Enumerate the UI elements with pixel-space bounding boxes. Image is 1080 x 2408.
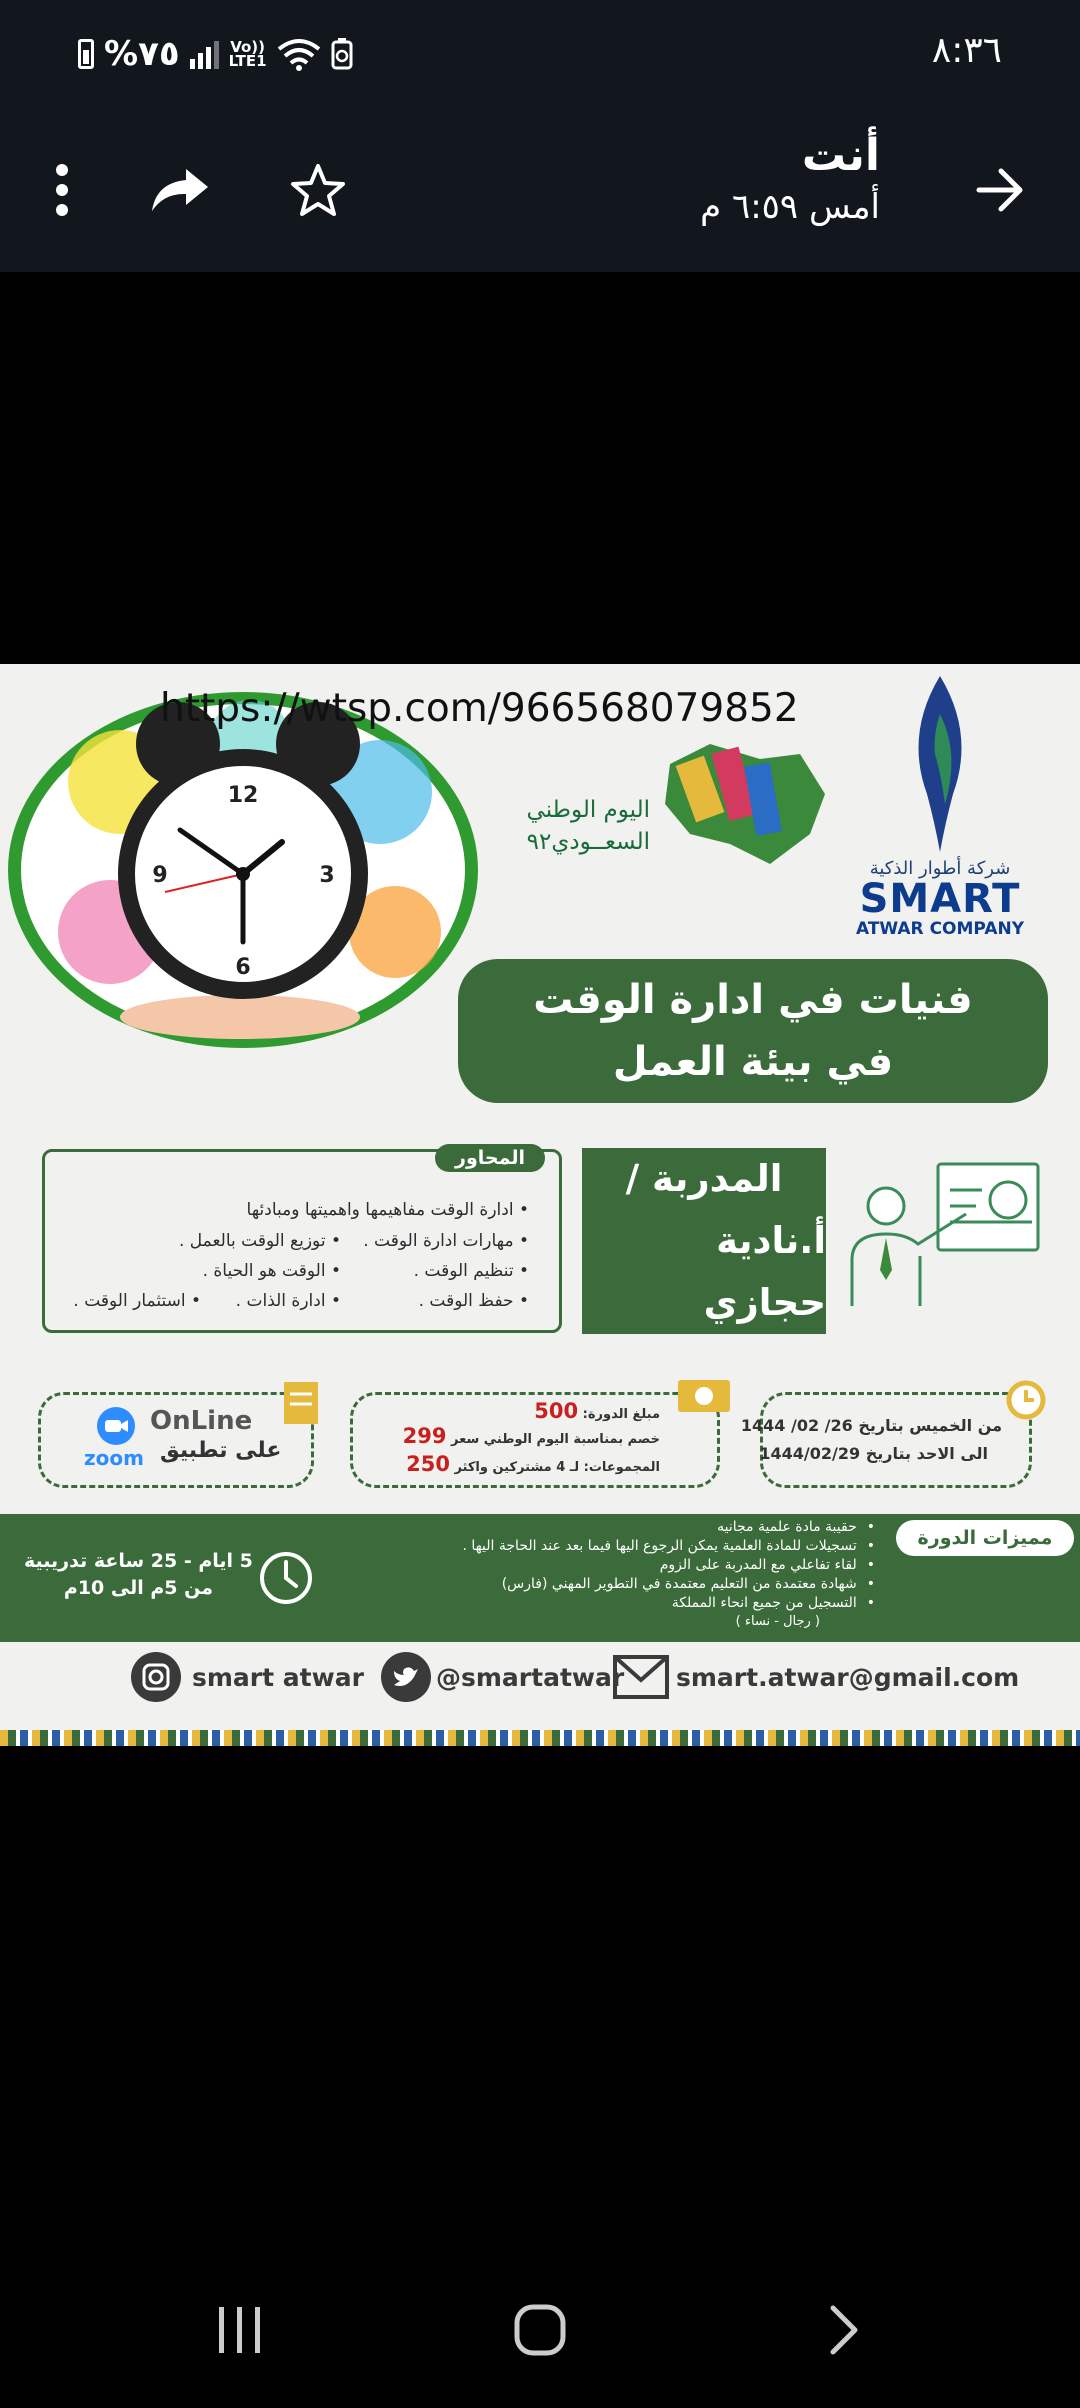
email-contact[interactable]: [612, 1649, 1019, 1705]
axes-item: • توزيع الوقت بالعمل .: [178, 1231, 341, 1251]
axes-item: • ادارة الذات .: [235, 1291, 341, 1311]
axes-text: استثمار الوقت .: [73, 1291, 186, 1311]
recent-apps-icon: [216, 2305, 264, 2355]
date-start: من الخميس بتاريخ 26/ 02/ 1444: [740, 1416, 1002, 1435]
axes-text: تنظيم الوقت .: [413, 1261, 514, 1281]
company-logo: [855, 674, 1025, 939]
axes-text: الوقت هو الحياة .: [202, 1261, 326, 1281]
status-bar: [0, 0, 1080, 110]
back-button[interactable]: [960, 150, 1040, 230]
home-button[interactable]: [500, 2290, 580, 2370]
duration-clock-icon: [258, 1550, 314, 1606]
money-icon: [676, 1378, 732, 1414]
more-options-button[interactable]: [30, 150, 94, 230]
feature-item: • شهادة معتمدة من التعليم معتمدة في التطوير المهني (فارس): [462, 1575, 875, 1594]
email-address: smart.atwar@gmail.com: [676, 1662, 1020, 1692]
svg-text:9: 9: [152, 863, 168, 888]
home-icon: [513, 2303, 567, 2357]
svg-text:3: 3: [319, 863, 335, 888]
logo-arabic: شركة أطوار الذكية: [869, 858, 1011, 879]
axes-item: • مهارات ادارة الوقت .: [363, 1231, 529, 1251]
axes-item: • حفظ الوقت .: [418, 1291, 529, 1311]
features-note: ( رجال - نساء ): [735, 1614, 820, 1629]
star-icon: [290, 163, 346, 217]
price-label: مبلغ الدورة:: [582, 1407, 660, 1422]
feature-item: • التسجيل من جميع انحاء المملكة: [462, 1594, 875, 1613]
course-title: فنيات في ادارة الوقت في بيئة العمل: [458, 959, 1048, 1103]
date-end: الى الاحد بتاريخ 1444/02/29: [759, 1444, 988, 1463]
duration-days: 5 ايام - 25 ساعة تدريبية: [24, 1550, 253, 1572]
trainer-name: أ.نادية حجازي: [703, 1219, 826, 1324]
duration-hours: من 5م الى 10م: [63, 1577, 214, 1599]
star-button[interactable]: [278, 150, 358, 230]
flame-logo-icon: [905, 674, 975, 854]
back-nav-button[interactable]: [804, 2290, 884, 2370]
logo-smart: SMART: [859, 876, 1021, 922]
national-day-line1: اليوم الوطني: [526, 797, 650, 823]
arrow-forward-icon: [975, 167, 1025, 213]
group-line: [406, 1452, 660, 1476]
network-label: LTE1: [228, 52, 267, 70]
feature-item: • حقيبة مادة علمية مجانيه: [462, 1518, 875, 1537]
forward-button[interactable]: [140, 150, 220, 230]
presenter-icon: [846, 1160, 1046, 1310]
instagram-icon: [130, 1651, 182, 1703]
logo-company: ATWAR COMPANY: [855, 919, 1025, 939]
zoom-icon: [96, 1406, 136, 1446]
svg-text:12: 12: [227, 783, 259, 808]
price-value: 500: [534, 1399, 579, 1423]
twitter-handle: @smartatwar: [436, 1662, 625, 1692]
group-value: 250: [406, 1452, 450, 1476]
email-icon: [612, 1654, 670, 1700]
group-label: المجموعات: لـ 4 مشتركين واكثر: [454, 1460, 660, 1475]
more-vert-icon: [55, 163, 69, 217]
axes-item: • تنظيم الوقت .: [413, 1261, 529, 1281]
battery-level: %٧٥: [104, 34, 180, 74]
svg-text:6: 6: [235, 955, 251, 980]
axes-text: توزيع الوقت بالعمل .: [178, 1231, 326, 1251]
axes-item: • الوقت هو الحياة .: [202, 1261, 341, 1281]
duration: [24, 1548, 253, 1602]
app-bar: [0, 110, 1080, 272]
instagram-handle: smart atwar: [192, 1662, 364, 1692]
trainer-label: المدربة /: [625, 1157, 783, 1200]
volte-label: Vo)): [230, 38, 265, 56]
clock-small-icon: [1006, 1380, 1046, 1420]
axes-text: حفظ الوقت .: [418, 1291, 514, 1311]
sender-name: أنت: [801, 130, 880, 181]
discount-label: خصم بمناسبة اليوم الوطني سعر: [451, 1432, 660, 1447]
clock-illustration: [0, 682, 490, 1062]
feature-item: • لقاء تفاعلي مع المدربة على الزوم: [462, 1556, 875, 1575]
online-title: OnLine: [150, 1406, 253, 1436]
national-day-line2: السعــودي٩٢: [526, 829, 650, 855]
discount-value: 299: [402, 1424, 447, 1448]
decorative-strip: [0, 1730, 1080, 1746]
features-tag: مميزات الدورة: [896, 1520, 1074, 1556]
clock-time: ٨:٣٦: [931, 30, 1002, 71]
status-indicators: [78, 34, 353, 74]
sender-info: [700, 130, 880, 227]
trainer-box: [582, 1148, 826, 1334]
online-subtitle: على تطبيق: [160, 1438, 282, 1463]
poster-url: https://wtsp.com/966568079852: [160, 686, 799, 731]
twitter-contact[interactable]: [380, 1649, 624, 1705]
document-icon: [282, 1380, 320, 1426]
signal-icon: [190, 39, 219, 69]
price-line: [534, 1399, 660, 1423]
axes-item-main: • ادارة الوقت مفاهيمها واهميتها ومبادئها: [246, 1200, 529, 1220]
battery-saver-icon: [331, 38, 353, 70]
features-band: [0, 1514, 1080, 1642]
features-list: [462, 1518, 875, 1613]
system-nav-bar: [0, 2270, 1080, 2408]
poster-image[interactable]: [0, 664, 1080, 1746]
axes-box: [42, 1149, 562, 1333]
volte-indicator: [229, 40, 267, 68]
zoom-label: zoom: [84, 1446, 144, 1470]
axes-text: مهارات ادارة الوقت .: [363, 1231, 514, 1251]
chevron-right-icon: [829, 2304, 859, 2356]
sender-time: أمس ٦:٥٩ م: [700, 187, 880, 227]
share-forward-icon: [150, 167, 210, 213]
instagram-contact[interactable]: [130, 1649, 364, 1705]
axes-text: ادارة الذات .: [235, 1291, 326, 1311]
recent-apps-button[interactable]: [200, 2290, 280, 2370]
national-day-text: [520, 794, 650, 858]
feature-item: • تسجيلات للمادة العلمية يمكن الرجوع اليها فيما بعد عند الحاجة اليها .: [462, 1537, 875, 1556]
axes-tag: المحاور: [435, 1144, 545, 1172]
twitter-icon: [380, 1651, 432, 1703]
dates-card: [760, 1392, 1032, 1488]
battery-icon: [78, 39, 94, 69]
national-day-logo: [650, 724, 830, 874]
wifi-icon: [277, 37, 321, 71]
axes-item: • استثمار الوقت .: [73, 1291, 201, 1311]
discount-line: [403, 1424, 660, 1448]
axes-main-text: ادارة الوقت مفاهيمها واهميتها ومبادئها: [246, 1200, 514, 1220]
